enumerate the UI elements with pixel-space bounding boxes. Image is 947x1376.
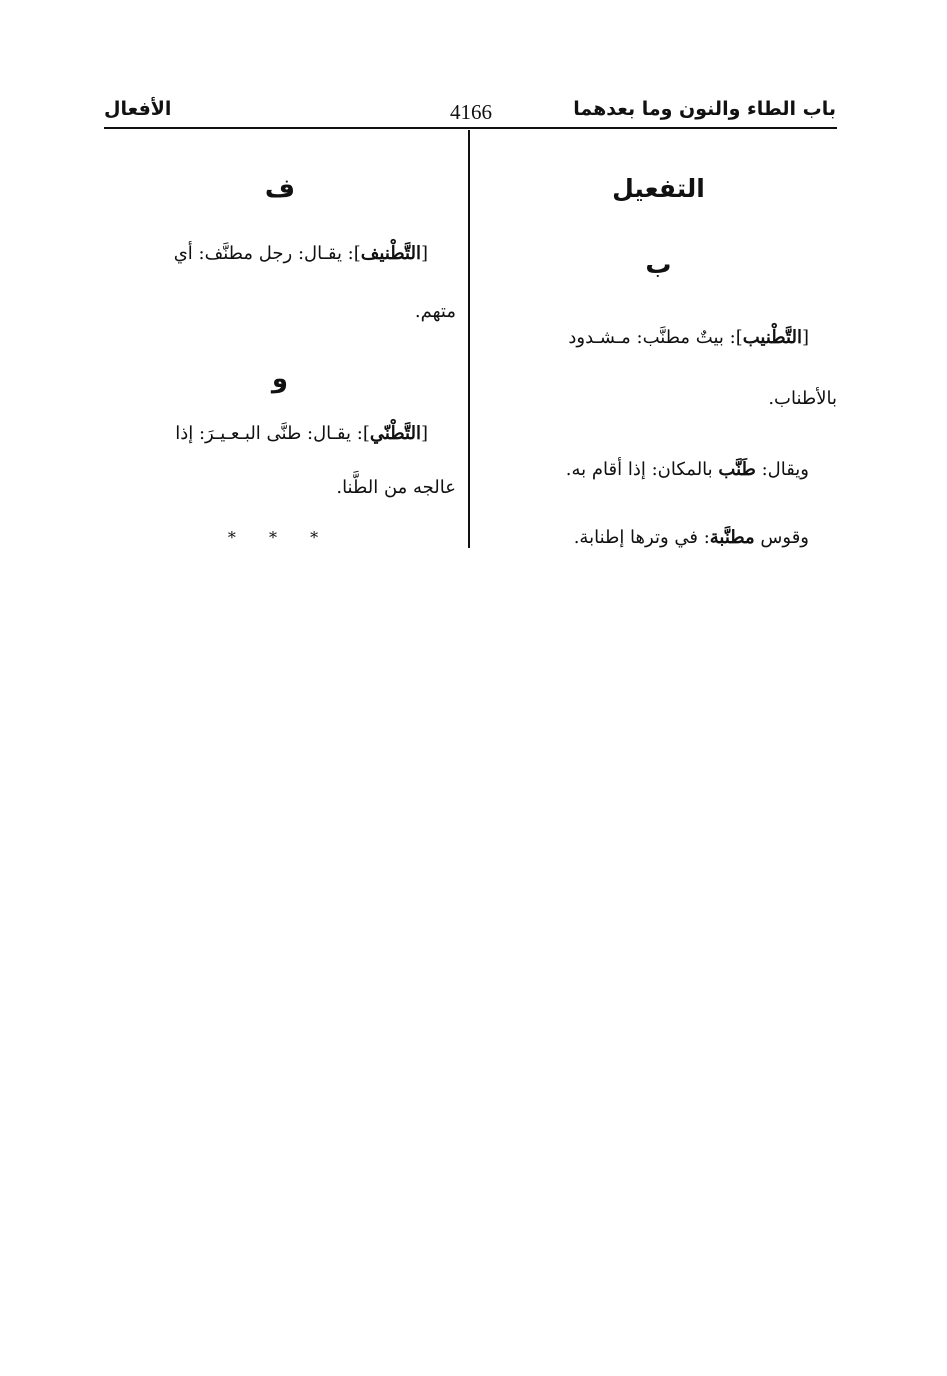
header-right-title: باب الطاء والنون وما بعدهما [573, 98, 836, 120]
entry-term: التَّطْنيف [360, 243, 421, 264]
entry-tatanni-line2: عالجه من الطَّنا. [336, 477, 456, 498]
entry-tatanni-line1 [104, 422, 428, 446]
entry-mutannaba-line [480, 526, 809, 550]
entry-tannab-line [480, 458, 809, 482]
entry-tatnib-line1 [480, 326, 809, 350]
bracket: [ [420, 423, 428, 444]
bracket: [ [801, 327, 809, 348]
entry-tatnif-line2: متهم. [414, 301, 456, 322]
section-letter-waw: و [271, 364, 289, 394]
entry-text: : في وترها إطنابة. [573, 527, 710, 548]
entry-term: مطنَّبة [709, 527, 755, 548]
entry-text: ويقال: [755, 459, 809, 480]
end-of-section-marks: * * * [227, 528, 333, 547]
entry-text: بالمكان: إذا أقام به. [565, 459, 719, 480]
entry-tatnib-line2: بالأطناب. [768, 388, 837, 409]
header-left-title: الأفعال [104, 98, 172, 120]
section-letter-fa: ف [264, 174, 296, 204]
section-title: التفعيل [612, 174, 705, 203]
entry-text: وقوس [754, 527, 809, 548]
entry-tatnif-line1 [104, 242, 428, 266]
entry-term: التَّطْنّي [369, 423, 421, 444]
section-letter-ba: ب [645, 250, 672, 280]
entry-term: التَّطْنيب [742, 327, 802, 348]
bracket: [ [420, 243, 428, 264]
column-divider [468, 130, 470, 548]
entry-text: ]: بيتٌ مطنَّب: مـشـدود [568, 327, 743, 348]
entry-text: ]: يقـال: رجل مطنَّف: أي [173, 243, 361, 264]
entry-term: طَنَّب [718, 459, 756, 480]
entry-text: ]: يقـال: طنَّى البـعـيـرَ: إذا [175, 423, 370, 444]
page-header [104, 92, 836, 126]
header-rule [104, 127, 837, 129]
page-number: 4166 [450, 100, 492, 124]
